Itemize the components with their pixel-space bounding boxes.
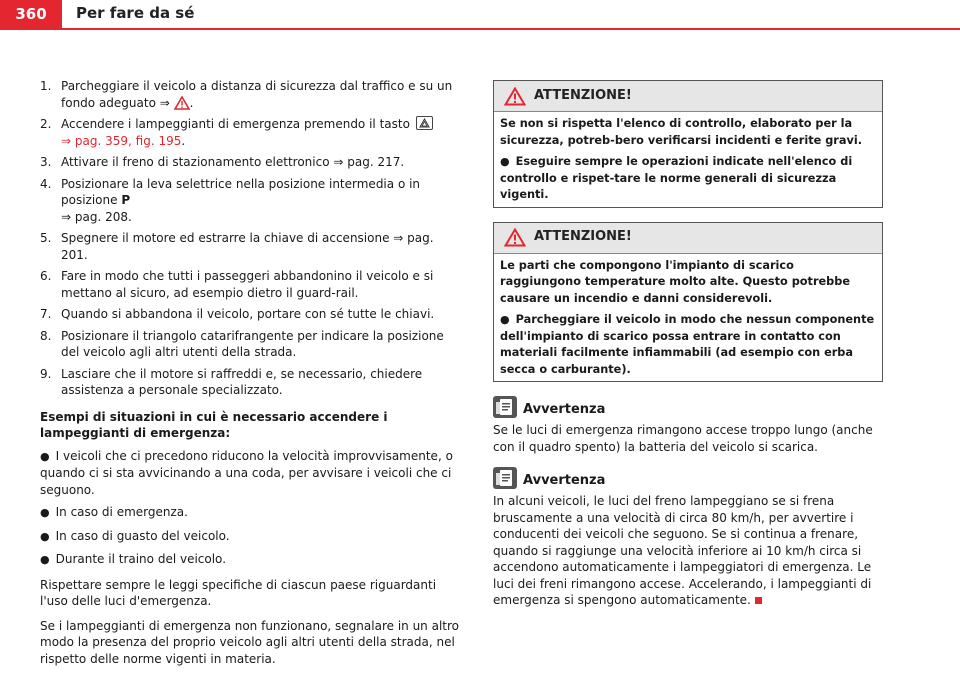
page-number: 360 (0, 0, 62, 28)
list-item: ● I veicoli che ci precedono riducono la velocità improvvisamente, o quando ci si sta avvicinando a una coda, per avvisare i veicoli che ci seguono. (40, 448, 453, 497)
warning-box-exhaust: ATTENZIONE! Le parti che compongono l'impianto di scarico raggiungono temperature molto alte. Questo potrebbe causare un incendio e danni considerevoli. ● Parcheggiare il veicolo in modo che nessun componente dell'impianto di scarico possa entrare in contatto con materiali facilmente infiammabili (ad esempio con erba secca o carburante). (493, 222, 883, 383)
step-7: 7. Quando si abbandona il veicolo, portare con sé tutte le chiavi. (40, 307, 435, 321)
note-brake-lights: Avvertenza In alcuni veicoli, le luci del freno lampeggiano se si frena bruscamente a una velocità di circa 80 km/h, per avvertire i conducenti dei veicoli che seguono. Se si continua a frenare, quando si raggiunge una velocità inferiore ai 10 km/h circa si accendono automaticamente i lampeggiatori di emergenza. Le luci dei freni rimangono accese. Accelerando, i lampeggianti di emergenza si spengono automaticamente. (493, 467, 883, 609)
warning-label: ATTENZIONE! (534, 87, 632, 103)
info-note-icon (493, 396, 517, 418)
right-column (493, 80, 883, 609)
paragraph-hazard-failure: Se i lampeggianti di emergenza non funzionano, segnalare in un altro modo la presenza del proprio veicolo agli altri utenti della strada, nel rispetto delle norme vigenti in materia. (40, 618, 459, 666)
step-5: 5. Spegnere il motore ed estrarre la chiave di accensione ⇒ pag. 201. (40, 231, 434, 262)
hazard-button-icon (416, 116, 433, 130)
warning-triangle-icon[interactable] (174, 96, 190, 110)
warning-icon (504, 87, 526, 106)
bullet-icon: ● (40, 529, 50, 543)
paragraph-laws: Rispettare sempre le leggi specifiche di ciascun paese riguardanti l'uso delle luci d'emergenza. (40, 577, 437, 608)
step-1: 1. Parcheggiare il veicolo a distanza di sicurezza dal traffico e su un fondo adeguato ⇒ . (40, 79, 453, 110)
list-item: ● Durante il traino del veicolo. (40, 552, 227, 566)
situations-list (40, 448, 464, 569)
bullet-icon: ● (40, 553, 50, 566)
step-2: 2. Accendere i lampeggianti di emergenza premendo il tasto ⇒ pag. 359, fig. 195. (40, 116, 464, 149)
step-3: 3. Attivare il freno di stazionamento elettronico ⇒ pag. 217. (40, 155, 405, 169)
note-battery: Avvertenza Se le luci di emergenza rimangono accese troppo lungo (anche con il quadro spento) la batteria del veicolo si scarica. (493, 396, 883, 455)
bullet-icon: ● (500, 155, 510, 168)
warning-label: ATTENZIONE! (534, 229, 632, 245)
list-item: ● In caso di guasto del veicolo. (40, 528, 230, 543)
situations-heading: Esempi di situazioni in cui è necessario accendere i lampeggianti di emergenza: (40, 409, 388, 440)
bullet-icon: ● (500, 313, 510, 326)
warning-box-checklist: ATTENZIONE! Se non si rispetta l'elenco di controllo, elaborato per la sicurezza, potreb-bero verificarsi incidenti e ferite gravi. ● Eseguire sempre le operazioni indicate nell'elenco di controllo e rispet-tare le norme generali di sicurezza vigenti. (493, 80, 883, 208)
page-header (0, 0, 960, 30)
step-9: 9. Lasciare che il motore si raffreddi e, se necessario, chiedere assistenza a personale specializzato. (40, 366, 423, 397)
section-end-mark (755, 597, 762, 604)
bullet-icon: ● (40, 449, 50, 463)
warning-icon (504, 228, 526, 247)
step-4: 4. Posizionare la leva selettrice nella posizione intermedia o in posizione P ⇒ pag. 208. (40, 176, 421, 224)
step-6: 6. Fare in modo che tutti i passeggeri abbandonino il veicolo e si mettano al sicuro, ad esempio dietro il guard-rail. (40, 269, 434, 300)
list-item: ● In caso di emergenza. (40, 505, 188, 519)
left-column (40, 78, 464, 667)
page-reference-link[interactable]: pag. 359, fig. 195 (74, 133, 182, 148)
step-8: 8. Posizionare il triangolo catarifrangente per indicare la posizione del veicolo agli altri utenti della strada. (40, 328, 444, 359)
info-note-icon (493, 467, 517, 489)
procedure-steps (40, 78, 464, 399)
header-rule (0, 28, 960, 30)
bullet-icon: ● (40, 506, 50, 519)
page-title: Per fare da sé (76, 4, 195, 22)
